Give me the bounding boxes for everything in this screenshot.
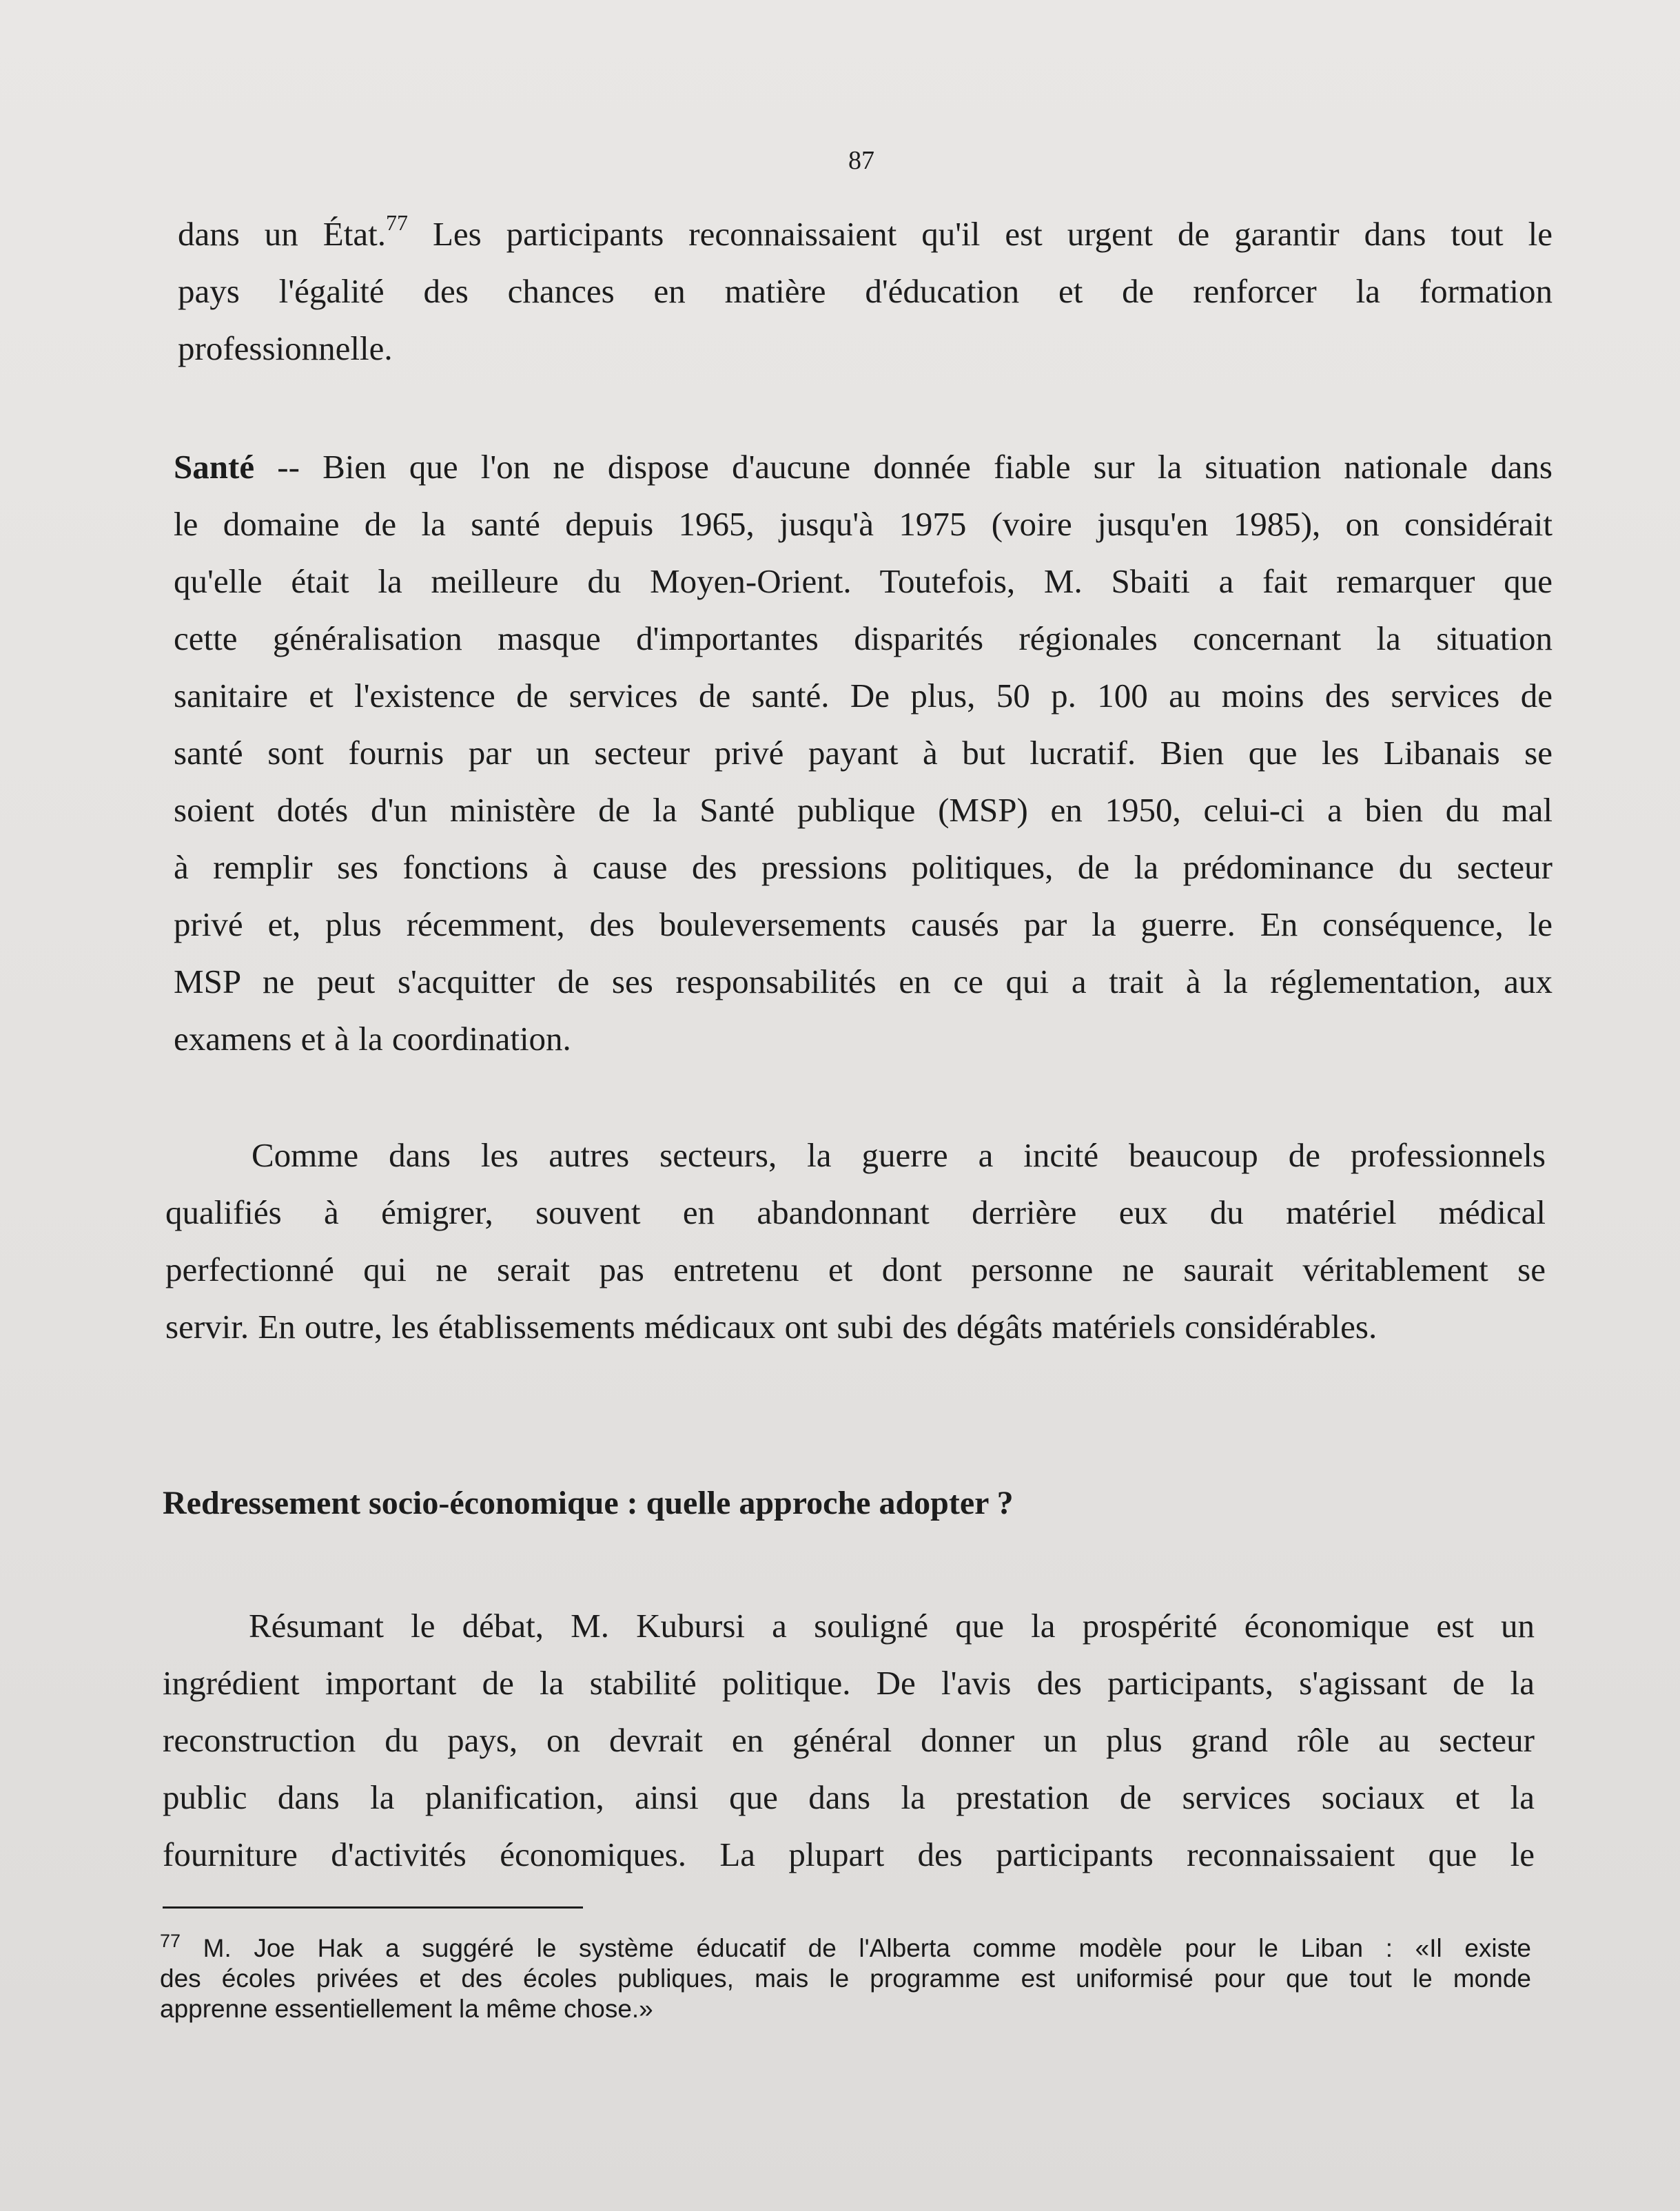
paragraph-education-end — [178, 205, 1553, 377]
footnote-line: des écoles privées et des écoles publiques, mais le programme est uniformisé pour que tout le monde — [160, 1964, 1531, 1993]
text-line — [178, 205, 1553, 263]
text-line: à remplir ses fonctions à cause des pressions politiques, de la prédominance du secteur — [174, 848, 1553, 886]
inline-heading-sante: Santé — [174, 448, 255, 486]
text-line: fourniture d'activités économiques. La plupart des participants reconnaissaient que le — [163, 1835, 1535, 1873]
footnote-line: apprenne essentiellement la même chose.» — [160, 1995, 653, 2023]
footnote-number: 77 — [160, 1931, 181, 1951]
footnote — [160, 1933, 1531, 2024]
text-line: Comme dans les autres secteurs, la guerre a incité beaucoup de professionnels — [252, 1136, 1546, 1174]
section-heading: Redressement socio-économique : quelle approche adopter ? — [163, 1485, 1014, 1521]
paragraph-redressement — [163, 1597, 1535, 1883]
text-line: servir. En outre, les établissements médicaux ont subi des dégâts matériels considérables. — [165, 1308, 1377, 1346]
text-line: santé sont fournis par un secteur privé payant à but lucratif. Bien que les Libanais se — [174, 734, 1553, 772]
text-line: ingrédient important de la stabilité politique. De l'avis des participants, s'agissant de la — [163, 1664, 1535, 1702]
paragraph-professionnels — [165, 1127, 1546, 1355]
text-line: qualifiés à émigrer, souvent en abandonnant derrière eux du matériel médical — [165, 1193, 1546, 1231]
footnote-separator — [163, 1906, 583, 1909]
text-line: privé et, plus récemment, des bouleversements causés par la guerre. En conséquence, le — [174, 905, 1553, 943]
text-line: professionnelle. — [178, 329, 393, 367]
text-span: dans un État. — [178, 215, 386, 253]
paragraph-sante — [174, 438, 1553, 1067]
footnote-reference: 77 — [385, 210, 408, 235]
text-line — [174, 438, 1553, 495]
text-line: perfectionné qui ne serait pas entretenu et dont personne ne saurait véritablement se — [165, 1251, 1546, 1288]
text-line: reconstruction du pays, on devrait en général donner un plus grand rôle au secteur — [163, 1721, 1535, 1759]
text-span: M. Joe Hak a suggéré le système éducatif de l'Alberta comme modèle pour le Liban : «Il existe — [181, 1934, 1531, 1962]
text-line: examens et à la coordination. — [174, 1020, 571, 1058]
text-line: Résumant le débat, M. Kubursi a souligné que la prospérité économique est un — [249, 1607, 1535, 1645]
page-number: 87 — [848, 146, 874, 175]
text-line: cette généralisation masque d'importantes disparités régionales concernant la situation — [174, 619, 1553, 657]
text-line: le domaine de la santé depuis 1965, jusqu'à 1975 (voire jusqu'en 1985), on considérait — [174, 505, 1553, 543]
text-line: sanitaire et l'existence de services de santé. De plus, 50 p. 100 au moins des services de — [174, 677, 1553, 714]
text-line: qu'elle était la meilleure du Moyen-Orient. Toutefois, M. Sbaiti a fait remarquer que — [174, 562, 1553, 600]
text-line: MSP ne peut s'acquitter de ses responsabilités en ce qui a trait à la réglementation, aux — [174, 963, 1553, 1000]
text-span: -- Bien que l'on ne dispose d'aucune donnée fiable sur la situation nationale dans — [254, 448, 1553, 486]
text-line: pays l'égalité des chances en matière d'éducation et de renforcer la formation — [178, 272, 1553, 310]
text-line: soient dotés d'un ministère de la Santé publique (MSP) en 1950, celui-ci a bien du mal — [174, 791, 1553, 829]
text-span: Les participants reconnaissaient qu'il est urgent de garantir dans tout le — [407, 215, 1553, 253]
text-line: public dans la planification, ainsi que dans la prestation de services sociaux et la — [163, 1778, 1535, 1816]
footnote-line — [160, 1933, 1531, 1964]
